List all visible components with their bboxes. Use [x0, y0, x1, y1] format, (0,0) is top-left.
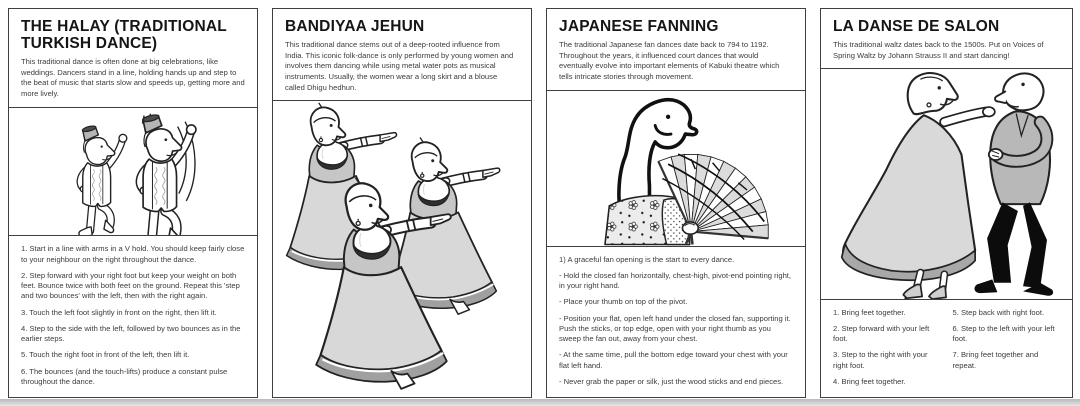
step-item: - Hold the closed fan horizontally, chest-high, pivot-end pointing right, in your right hand. [559, 270, 792, 290]
bottom-shadow-strip [0, 399, 1080, 406]
step-item: 7. Bring feet together and repeat. [952, 350, 1039, 370]
panel-japanese-fanning [546, 8, 806, 398]
eye [666, 114, 670, 118]
panel-danse-de-salon [820, 8, 1073, 398]
step-item: 3. Step to the right with your right foot. [833, 350, 928, 370]
step-item: 4. Step to the side with the left, followed by two bounces as in the earlier steps. [21, 323, 241, 343]
panel-description: This traditional dance is often done at big celebrations, like weddings. Dancers stand in a line, holding hands up and step to the beat of music that starts slow and speeds up, getting more and more lively. [21, 57, 245, 98]
step-item: - Place your thumb on top of the pivot. [559, 297, 688, 307]
step-item: - At the same time, pull the bottom edge toward your chest with your flat left hand. [559, 350, 788, 370]
step-item: 6. The bounces (and the touch-lifts) produce a constant pulse throughout the dance. [21, 366, 228, 386]
step-item: 4. Bring feet together. [833, 376, 906, 386]
salon-steps-right [953, 308, 1061, 394]
fan-dancer-drawing [547, 91, 805, 246]
page-title: LA DANSE DE SALON [833, 18, 1000, 35]
page-title: BANDIYAA JEHUN [285, 18, 425, 35]
step-item: - Never grab the paper or silk, just the wood sticks and end pieces. [559, 376, 784, 386]
fanning-illustration [547, 91, 805, 246]
three-women-drawing [273, 101, 531, 397]
panel-bandiyaa-jehun [272, 8, 532, 398]
step-item: 1. Bring feet together. [833, 307, 906, 317]
step-item: 6. Step to the left with your left foot. [952, 323, 1055, 343]
panel-fanning-header [547, 9, 805, 91]
salon-illustration [821, 69, 1072, 298]
step-item: 2. Step forward with your right foot but keep your weight on both feet. Bounce twice with both feet on the ground. Repeat this 'step and two bounces' with the left, then with the right again. [21, 270, 240, 301]
panel-halay-header [9, 9, 257, 108]
salon-steps-left [833, 308, 941, 394]
front-dancer [139, 113, 196, 235]
salon-steps [821, 299, 1072, 398]
panel-halay [8, 8, 258, 398]
step-item: 3. Touch the left foot slightly in front on the right, then lift it. [21, 307, 217, 317]
halay-steps [9, 235, 257, 397]
waltzing-couple-drawing [821, 69, 1072, 298]
panel-description: The traditional Japanese fan dances date back to 794 to 1192. Throughout the years, it influenced court dances that would eventually evolve into important elements of Kabuki theatre which tells intricate stories through movement. [559, 40, 780, 81]
halay-illustration [9, 108, 257, 236]
panel-description: This traditional dance stems out of a deep-rooted influence from India. This iconic folk-dance is only performed by young women and involves them dancing while using metal water pots as musical instruments. Usually, the women wear a long skirt and a blouse called Dhigu hedhun. [285, 40, 514, 92]
bandiyaa-illustration [273, 101, 531, 397]
two-dancers-drawing [9, 108, 257, 236]
back-dancer [79, 125, 127, 236]
dance-instruction-sheet [8, 8, 1073, 398]
fanning-steps [547, 246, 805, 398]
panel-bandiyaa-header [273, 9, 531, 101]
page-title: THE HALAY (TRADITIONAL TURKISH DANCE) [21, 18, 227, 53]
step-item: 2. Step forward with your left foot. [833, 323, 930, 343]
step-item: 5. Touch the right foot in front of the left, then lift it. [21, 350, 190, 360]
step-item: - Position your flat, open left hand under the closed fan, supporting it. Push the sticks, or top edge, open with your right thumb as you sweep the fan out, away from your chest. [559, 313, 791, 343]
step-item: 1) A graceful fan opening is the start to every dance. [559, 254, 735, 264]
panel-description: This traditional waltz dates back to the 1500s. Put on Voices of Spring Waltz by Johann Strauss II and start dancing! [833, 40, 1044, 60]
step-item: 1. Start in a line with arms in a V hold. You should keep fairly close to your neighbour on the right throughout the dance. [21, 244, 245, 264]
woman-figure [842, 73, 995, 298]
panel-salon-header [821, 9, 1072, 69]
page-title: JAPANESE FANNING [559, 18, 719, 35]
step-item: 5. Step back with right foot. [952, 307, 1045, 317]
